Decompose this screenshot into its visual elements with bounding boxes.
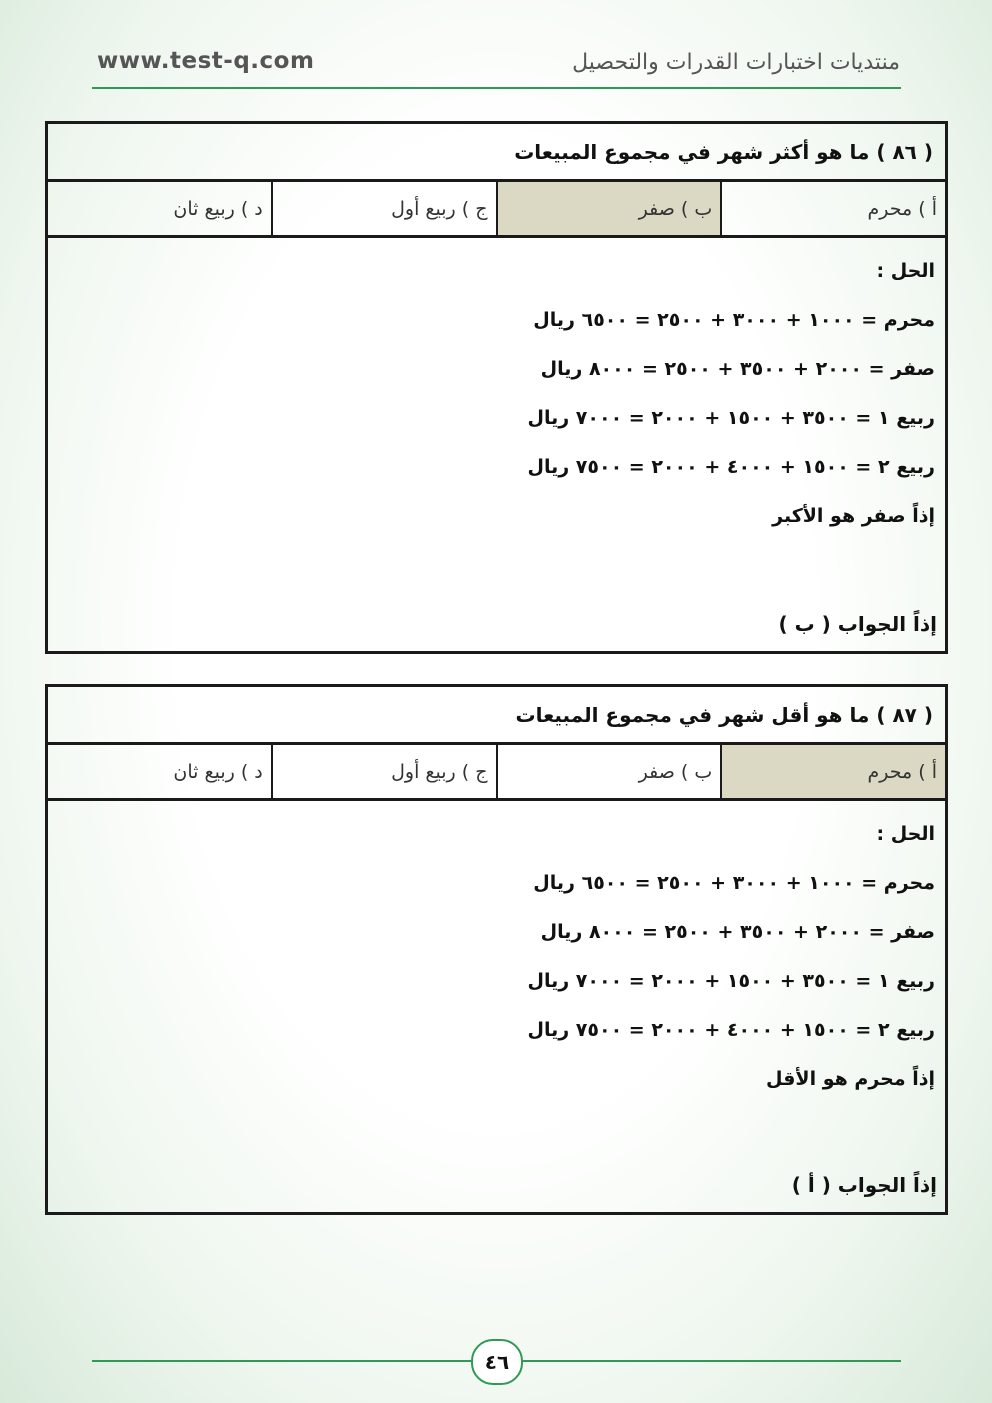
solution-line: محرم = ١٠٠٠ + ٣٠٠٠ + ٢٥٠٠ = ٦٥٠٠ ريال xyxy=(533,872,935,894)
solution-line: ربيع ١ = ٣٥٠٠ + ١٥٠٠ + ٢٠٠٠ = ٧٠٠٠ ريال xyxy=(527,970,935,992)
question-box-86 xyxy=(45,121,948,654)
solution-line: محرم = ١٠٠٠ + ٣٠٠٠ + ٢٥٠٠ = ٦٥٠٠ ريال xyxy=(533,309,935,331)
question-text: ( ٨٧ ) ما هو أقل شهر في مجموع المبيعات xyxy=(48,687,945,745)
question-text: ( ٨٦ ) ما هو أكثر شهر في مجموع المبيعات xyxy=(48,124,945,182)
solution-conclusion: إذاً صفر هو الأكبر xyxy=(772,505,935,527)
option-c[interactable]: ج ) ربيع أول xyxy=(271,182,496,235)
options-row xyxy=(48,182,945,238)
solution-label: الحل : xyxy=(876,260,935,282)
footer-divider-left xyxy=(92,1360,471,1362)
final-answer: إذاً الجواب ( ب ) xyxy=(778,612,937,636)
option-d[interactable]: د ) ربيع ثان xyxy=(173,760,263,783)
option-c[interactable]: ج ) ربيع أول xyxy=(271,745,496,798)
footer-divider-right xyxy=(521,1360,901,1362)
solution-conclusion: إذاً محرم هو الأقل xyxy=(766,1068,935,1090)
option-a[interactable]: أ ) محرم xyxy=(720,182,945,235)
option-d[interactable]: د ) ربيع ثان xyxy=(173,197,263,220)
header-title: منتديات اختبارات القدرات والتحصيل xyxy=(572,50,900,75)
question-box-87 xyxy=(45,684,948,1215)
page-number: ٤٦ xyxy=(471,1339,523,1385)
options-row xyxy=(48,745,945,801)
option-b[interactable]: ب ) صفر xyxy=(496,745,721,798)
solution-line: صفر = ٢٠٠٠ + ٣٥٠٠ + ٢٥٠٠ = ٨٠٠٠ ريال xyxy=(540,921,935,943)
option-b[interactable]: ب ) صفر xyxy=(496,182,721,235)
solution-line: ربيع ٢ = ١٥٠٠ + ٤٠٠٠ + ٢٠٠٠ = ٧٥٠٠ ريال xyxy=(527,456,935,478)
final-answer: إذاً الجواب ( أ ) xyxy=(791,1173,937,1197)
solution-section xyxy=(48,801,945,1209)
solution-line: ربيع ١ = ٣٥٠٠ + ١٥٠٠ + ٢٠٠٠ = ٧٠٠٠ ريال xyxy=(527,407,935,429)
solution-line: ربيع ٢ = ١٥٠٠ + ٤٠٠٠ + ٢٠٠٠ = ٧٥٠٠ ريال xyxy=(527,1019,935,1041)
solution-section xyxy=(48,238,945,648)
header-site-url: www.test-q.com xyxy=(97,48,315,74)
solution-label: الحل : xyxy=(876,823,935,845)
header-divider xyxy=(92,87,901,89)
option-a[interactable]: أ ) محرم xyxy=(720,745,945,798)
solution-line: صفر = ٢٠٠٠ + ٣٥٠٠ + ٢٥٠٠ = ٨٠٠٠ ريال xyxy=(540,358,935,380)
